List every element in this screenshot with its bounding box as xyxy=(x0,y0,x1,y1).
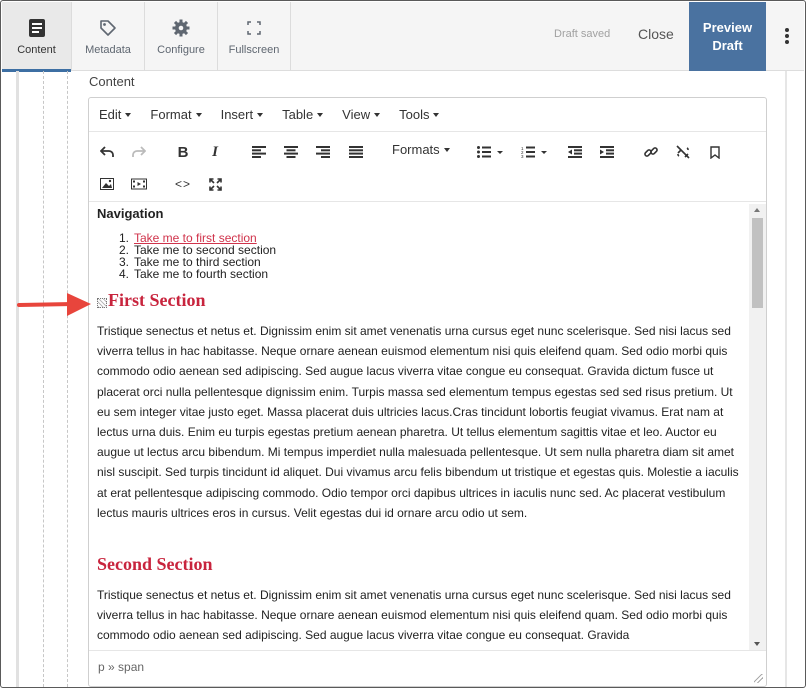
numbered-list-icon[interactable] xyxy=(519,142,549,162)
top-toolbar xyxy=(2,2,804,71)
editor-statusbar xyxy=(89,650,766,686)
right-rail xyxy=(785,71,787,687)
first-section-paragraph: Tristique senectus et netus et. Dignissim enim sit amet venenatis urna cursus eget nunc scelerisque. Sed nisi lacus sed viverra tellus in hac habitasse. Neque ornare aenean euismod elementum nisi quis eleifend quam. Sed odio morbi quis commodo odio aenean sed adipiscing. Sed augue lacus viverra vitae congue eu consequat. Gravida dictum fusce ut placerat orci nulla pellentesque dignissim enim. Turpis massa sed elementum tempus egestas sed sed risus pretium. Ut eu sem integer vitae justo eget. Massa placerat duis ultricies lacus.Cras tincidunt lobortis feugiat vivamus. Erat nam at lectus urna duis. Enim eu turpis egestas pretium aenean pharetra. Ut tellus elementum sagittis vitae et leo. Auctor eu augue ut lectus arcu bibendum. Mi tempus imperdiet nulla malesuada pellentesque. Ut sem nulla pharetra diam sit amet nisl suscipit. Sed turpis tincidunt id aliquet. Dui vivamus arcu felis bibendum ut tristique et egestas quis. Molestie a iaculis at erat pellentesque adipiscing commodo. Odio tempor orci dapibus ultrices in iaculis nunc sed. Ac placerat vestibulum lectus mauris ultrices eros in cursus. Velit egestas dui id ornare arcu odio ut sem. xyxy=(97,324,739,520)
indent-guide xyxy=(67,71,68,687)
editor-content[interactable] xyxy=(89,204,749,650)
menu-label: View xyxy=(342,107,371,122)
anchor-icon[interactable] xyxy=(97,298,107,308)
draft-status: Draft saved xyxy=(554,28,611,40)
left-rail xyxy=(16,71,19,687)
document-icon xyxy=(27,18,47,38)
tag-icon xyxy=(98,18,118,38)
preview-draft-button[interactable] xyxy=(689,2,766,71)
expand-icon[interactable] xyxy=(205,174,225,194)
editor-toolbar xyxy=(89,132,766,202)
tab-metadata[interactable] xyxy=(72,2,145,71)
caret-down-icon xyxy=(257,113,263,117)
tab-label: Configure xyxy=(157,43,205,56)
more-options-icon[interactable] xyxy=(782,26,792,46)
resize-handle-icon[interactable] xyxy=(754,674,763,683)
caret-down-icon xyxy=(125,113,131,117)
red-arrow-annotation-icon xyxy=(15,290,95,320)
first-section-heading: First Section xyxy=(108,290,206,310)
scrollbar-thumb[interactable] xyxy=(752,218,763,308)
tab-label: Content xyxy=(17,43,56,56)
tab-label: Metadata xyxy=(85,43,131,56)
indent-guide xyxy=(43,71,44,687)
formats-label: Formats xyxy=(392,142,440,157)
list-number: 3. xyxy=(119,255,130,269)
nav-link-first-section[interactable]: Take me to first section xyxy=(134,231,257,245)
link-icon[interactable] xyxy=(641,142,661,162)
tab-content[interactable] xyxy=(2,2,72,71)
redo-icon[interactable] xyxy=(129,142,149,162)
list-number: 1. xyxy=(119,231,130,245)
close-button[interactable]: Close xyxy=(638,26,674,42)
formats-dropdown[interactable] xyxy=(392,142,450,157)
bold-icon[interactable]: B xyxy=(177,143,189,161)
svg-text:2: 2 xyxy=(521,150,524,155)
image-icon[interactable] xyxy=(97,174,117,194)
menu-insert[interactable] xyxy=(221,107,264,122)
second-section-paragraph: Tristique senectus et netus et. Dignissim enim sit amet venenatis urna cursus eget nunc scelerisque. Sed nisi lacus sed viverra tellus in hac habitasse. Neque ornare aenean euismod elementum nisi quis eleifend quam. Sed odio morbi quis commodo odio aenean sed adipiscing. Sed augue lacus viverra vitae congue eu consequat. Gravida xyxy=(97,588,731,643)
svg-text:1: 1 xyxy=(521,146,524,151)
fullscreen-icon xyxy=(244,18,264,38)
menu-label: Edit xyxy=(99,107,122,122)
caret-down-icon xyxy=(444,148,450,152)
menu-label: Table xyxy=(282,107,314,122)
align-justify-icon[interactable] xyxy=(346,142,366,162)
menu-edit[interactable] xyxy=(99,107,131,122)
indent-icon[interactable] xyxy=(597,142,617,162)
menu-label: Insert xyxy=(220,107,254,122)
field-label: Content xyxy=(89,74,135,89)
menu-label: Tools xyxy=(399,107,430,122)
nav-item-third-section: Take me to third section xyxy=(134,255,261,269)
caret-down-icon xyxy=(374,113,380,117)
italic-icon[interactable]: I xyxy=(212,143,218,160)
media-icon[interactable] xyxy=(129,174,149,194)
preview-draft-label: Preview Draft xyxy=(702,19,753,53)
editor-menubar xyxy=(89,98,766,132)
tab-configure[interactable] xyxy=(145,2,218,71)
nav-item-fourth-section: Take me to fourth section xyxy=(134,267,269,281)
unlink-icon[interactable] xyxy=(673,142,693,162)
align-right-icon[interactable] xyxy=(313,142,333,162)
rich-text-editor xyxy=(88,97,767,687)
caret-down-icon xyxy=(196,113,202,117)
menu-label: Format xyxy=(150,107,192,122)
menu-tools[interactable] xyxy=(399,107,439,122)
scroll-down-icon[interactable] xyxy=(754,642,760,646)
bookmark-icon[interactable] xyxy=(705,142,725,162)
source-code-icon[interactable]: <> xyxy=(174,177,191,191)
bullet-list-icon[interactable] xyxy=(475,142,505,162)
second-section-heading: Second Section xyxy=(97,554,213,574)
svg-text:3: 3 xyxy=(521,154,524,158)
undo-icon[interactable] xyxy=(97,142,117,162)
menu-view[interactable] xyxy=(342,107,380,122)
list-item xyxy=(119,268,276,280)
element-path[interactable]: p » span xyxy=(98,660,145,674)
navigation-heading: Navigation xyxy=(97,206,164,221)
caret-down-icon xyxy=(433,113,439,117)
list-number: 4. xyxy=(119,267,130,281)
align-left-icon[interactable] xyxy=(249,142,269,162)
caret-down-icon xyxy=(317,113,323,117)
navigation-list xyxy=(119,232,276,280)
nav-item-second-section: Take me to second section xyxy=(134,243,277,257)
align-center-icon[interactable] xyxy=(281,142,301,162)
gear-icon xyxy=(171,18,191,38)
tab-fullscreen[interactable] xyxy=(218,2,291,71)
tab-label: Fullscreen xyxy=(228,43,280,56)
scroll-up-icon[interactable] xyxy=(754,208,760,212)
list-number: 2. xyxy=(119,243,130,257)
outdent-icon[interactable] xyxy=(565,142,585,162)
editor-scrollbar[interactable] xyxy=(749,204,766,650)
menu-table[interactable] xyxy=(282,107,323,122)
menu-format[interactable] xyxy=(150,107,201,122)
